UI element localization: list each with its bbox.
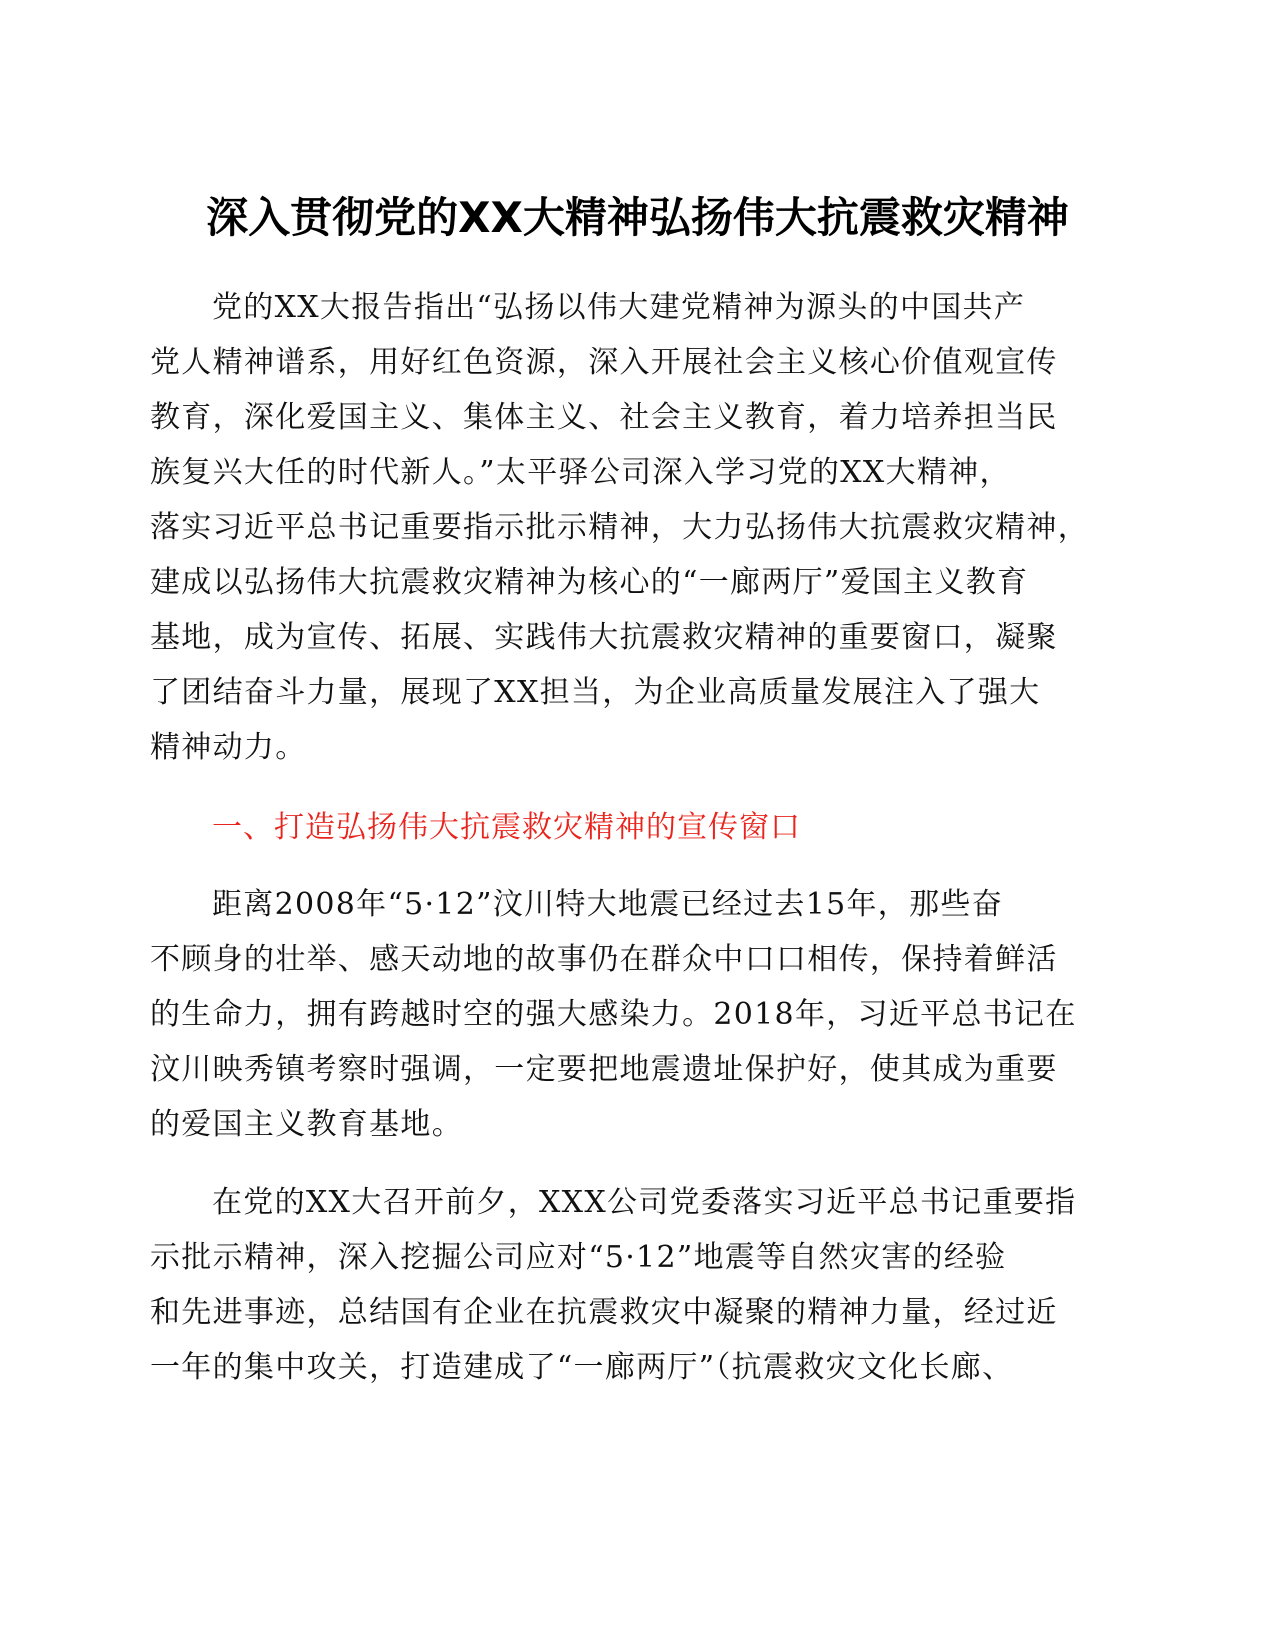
paragraph-1-line-8: 了团结奋斗力量，展现了XX担当，为企业高质量发展注入了强大 bbox=[150, 675, 1041, 710]
paragraph-1-line-7: 基地，成为宣传、拓展、实践伟大抗震救灾精神的重要窗口，凝聚 bbox=[150, 620, 1058, 655]
paragraph-3-line-3: 和先进事迹，总结国有企业在抗震救灾中凝聚的精神力量，经过近 bbox=[150, 1295, 1058, 1330]
paragraph-2-line-2: 不顾身的壮举、感天动地的故事仍在群众中口口相传，保持着鲜活 bbox=[150, 942, 1058, 977]
paragraph-2-line-4: 汶川映秀镇考察时强调，一定要把地震遗址保护好，使其成为重要 bbox=[150, 1052, 1058, 1087]
paragraph-2-line-5: 的爱国主义教育基地。 bbox=[150, 1107, 463, 1142]
paragraph-2-line-3: 的生命力，拥有跨越时空的强大感染力。2018年，习近平总书记在 bbox=[150, 997, 1077, 1032]
page-title: 深入贯彻党的XX大精神弘扬伟大抗震救灾精神 bbox=[206, 193, 1069, 242]
paragraph-1-line-5: 落实习近平总书记重要指示批示精神，大力弘扬伟大抗震救灾精神， bbox=[150, 510, 1089, 545]
paragraph-1-line-4: 族复兴大任的时代新人。”太平驿公司深入学习党的XX大精神， bbox=[150, 455, 1011, 490]
paragraph-1-line-2: 党人精神谱系，用好红色资源，深入开展社会主义核心价值观宣传 bbox=[150, 345, 1058, 380]
paragraph-1-line-3: 教育，深化爱国主义、集体主义、社会主义教育，着力培养担当民 bbox=[150, 400, 1058, 435]
paragraph-3-line-4: 一年的集中攻关，打造建成了“一廊两厅”（抗震救灾文化长廊、 bbox=[150, 1350, 1014, 1385]
paragraph-1-line-1: 党的XX大报告指出“弘扬以伟大建党精神为源头的中国共产 bbox=[212, 290, 1026, 325]
section-heading: 一、打造弘扬伟大抗震救灾精神的宣传窗口 bbox=[212, 810, 801, 845]
paragraph-2-line-1: 距离2008年“5·12”汶川特大地震已经过去15年，那些奋 bbox=[212, 887, 1003, 922]
paragraph-1-line-6: 建成以弘扬伟大抗震救灾精神为核心的“一廊两厅”爱国主义教育 bbox=[150, 565, 1029, 600]
paragraph-1-line-9: 精神动力。 bbox=[150, 730, 307, 765]
paragraph-3-line-2: 示批示精神，深入挖掘公司应对“5·12”地震等自然灾害的经验 bbox=[150, 1240, 1007, 1275]
paragraph-3-line-1: 在党的XX大召开前夕，XXX公司党委落实习近平总书记重要指 bbox=[212, 1185, 1077, 1220]
